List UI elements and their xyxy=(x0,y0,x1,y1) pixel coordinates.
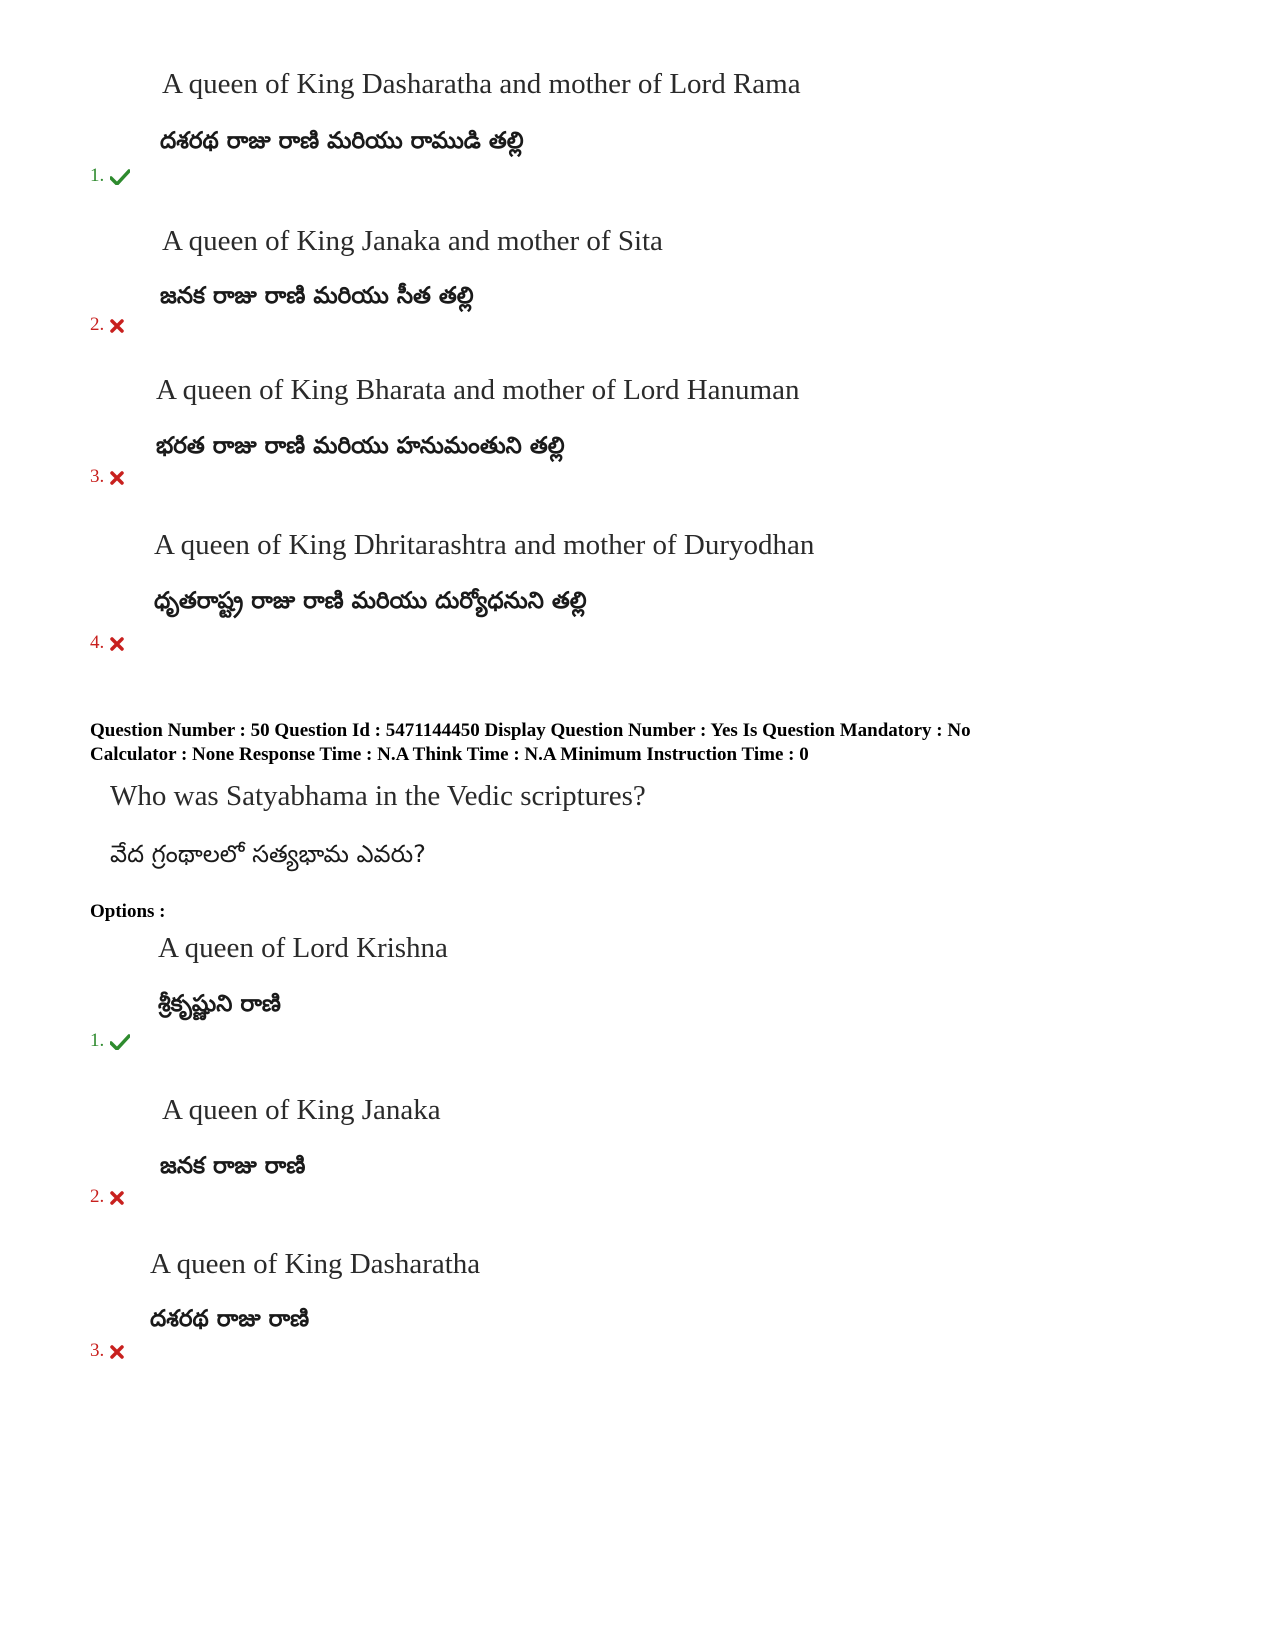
option-text-te: జనక రాజు రాణి మరియు సీత తల్లి xyxy=(160,283,474,309)
option-number-label: 1. xyxy=(90,165,105,186)
option-number-label: 2. xyxy=(90,1186,105,1207)
cross-icon xyxy=(110,637,124,651)
option-text-te: ధృతరాష్ట్ర రాజు రాణి మరియు దుర్యోధనుని తల్లి xyxy=(154,588,587,614)
option-text-en: A queen of King Bharata and mother of Lord Hanuman xyxy=(156,374,800,406)
option-text-te: జనక రాజు రాణి xyxy=(160,1153,306,1179)
option-text-te: దశరథ రాజు రాణి మరియు రాముడి తల్లి xyxy=(160,128,524,154)
option-text-en: A queen of Lord Krishna xyxy=(158,932,448,964)
option-number xyxy=(90,466,124,488)
question-text-te: వేద గ్రంథాలలో సత్యభామ ఎవరు? xyxy=(110,840,426,868)
option-text-te: దశరథ రాజు రాణి xyxy=(150,1306,310,1332)
question-text-en: Who was Satyabhama in the Vedic scriptures? xyxy=(110,780,646,812)
option-number xyxy=(90,1030,130,1052)
option-text-te: భరత రాజు రాణి మరియు హనుమంతుని తల్లి xyxy=(156,433,565,459)
option-number xyxy=(90,632,124,654)
option-number xyxy=(90,314,124,336)
option-number-label: 3. xyxy=(90,1340,105,1361)
option-number xyxy=(90,1186,124,1208)
option-number-label: 1. xyxy=(90,1030,105,1051)
option-number xyxy=(90,1340,124,1362)
option-text-en: A queen of King Dasharatha and mother of Lord Rama xyxy=(162,68,801,100)
option-text-te: శ్రీకృష్ణుని రాణి xyxy=(158,991,281,1017)
option-number-label: 2. xyxy=(90,314,105,335)
cross-icon xyxy=(110,319,124,333)
option-text-en: A queen of King Janaka xyxy=(162,1094,441,1126)
option-text-en: A queen of King Janaka and mother of Sita xyxy=(162,225,663,257)
question-meta xyxy=(90,719,971,767)
option-number-label: 4. xyxy=(90,632,105,653)
question-meta-line-1: Question Number : 50 Question Id : 5471144450 Display Question Number : Yes Is Question Mandatory : No xyxy=(90,720,971,741)
cross-icon xyxy=(110,471,124,485)
option-text-en: A queen of King Dhritarashtra and mother of Duryodhan xyxy=(154,529,815,561)
check-icon xyxy=(110,169,130,185)
option-number-label: 3. xyxy=(90,466,105,487)
option-text-en: A queen of King Dasharatha xyxy=(150,1248,481,1280)
cross-icon xyxy=(110,1191,124,1205)
question-meta-line-2: Calculator : None Response Time : N.A Think Time : N.A Minimum Instruction Time : 0 xyxy=(90,744,809,765)
options-label: Options : xyxy=(90,901,166,922)
check-icon xyxy=(110,1034,130,1050)
cross-icon xyxy=(110,1345,124,1359)
option-number xyxy=(90,165,130,187)
